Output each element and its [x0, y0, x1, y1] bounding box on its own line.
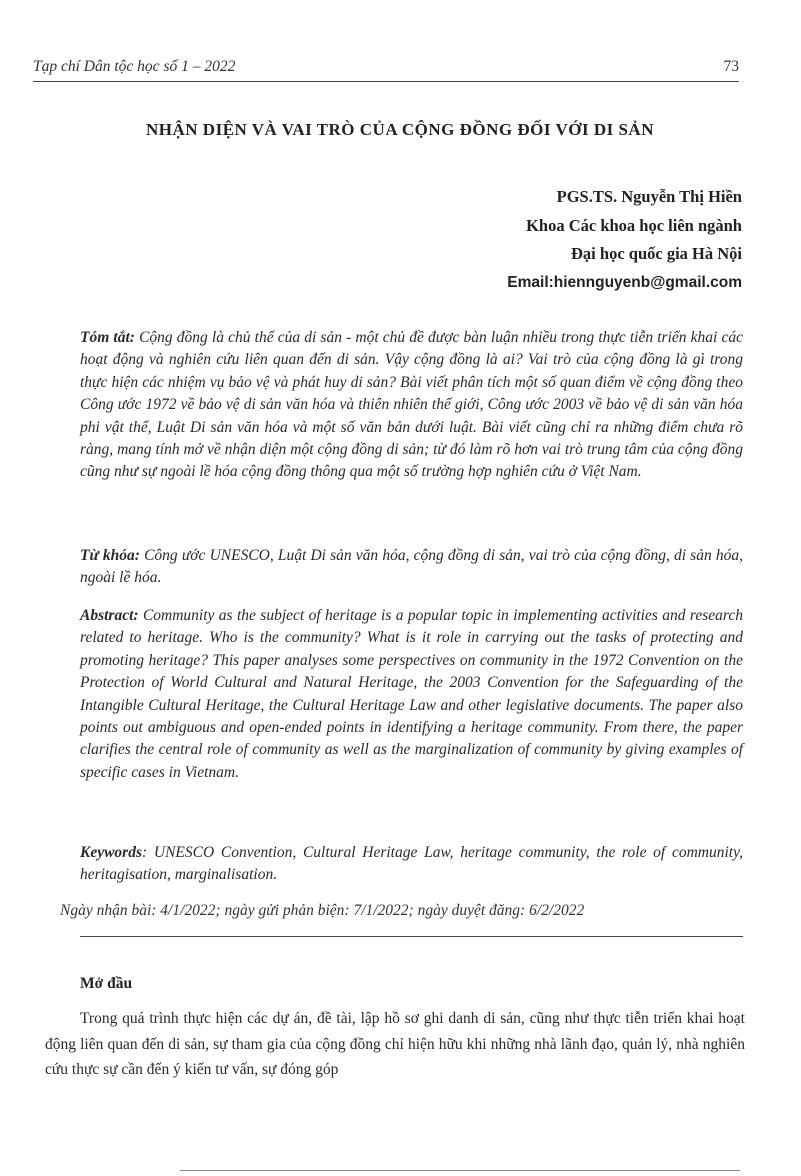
keywords-en-paragraph [80, 842, 743, 887]
section-divider [80, 936, 743, 937]
submission-dates: Ngày nhận bài: 4/1/2022; ngày gửi phản biện: 7/1/2022; ngày duyệt đăng: 6/2/2022 [60, 902, 585, 919]
abstract-text: Community as the subject of heritage is a popular topic in implementing activities and research related to heritage. Who is the community? What is it role in carrying out the tasks of protecting and promoting heritage? This paper analyses some perspectives on community in the 1972 Convention on the Protection of World Cultural and Natural Heritage, the 2003 Convention for the Safeguarding of the Intangible Cultural Heritage, the Cultural Heritage Law and other legislative documents. The paper also points out ambiguous and open-ended points in identifying a heritage community. From there, the paper clarifies the central role of community as well as the marginalization of community by giving examples of specific cases in Vietnam. [80, 607, 743, 781]
running-header [33, 58, 739, 82]
keywords-vn-paragraph [80, 545, 743, 590]
abstract-label: Abstract: [80, 607, 139, 624]
summary-text: Cộng đồng là chủ thể của di sản - một chủ đề được bàn luận nhiều trong thực tiễn triển khai các hoạt động và nghiên cứu liên quan đến di sản. Vậy cộng đồng là ai? Vai trò của cộng đồng là gì trong thực hiện các nhiệm vụ bảo vệ và phát huy di sản? Bài viết phân tích một số quan điểm về cộng đồng theo Công ước 1972 về bảo vệ di sản văn hóa và thiên nhiên thế giới, Công ước 2003 về bảo vệ di sản văn hóa phi vật thể, Luật Di sản văn hóa và một số văn bản dưới luật. Bài viết cũng chỉ ra những điểm chưa rõ ràng, mang tính mở về nhận diện một cộng đồng di sản; từ đó làm rõ hơn vai trò trung tâm của cộng đồng cũng như sự ngoài lề hóa cộng đồng thông qua một số trường hợp nghiên cứu ở Việt Nam. [80, 329, 743, 481]
bottom-edge-line [180, 1170, 740, 1171]
author-email: Email:hiennguyenb@gmail.com [507, 273, 742, 291]
section-heading: Mở đầu [80, 975, 133, 992]
keywords-en-text: : UNESCO Convention, Cultural Heritage Law, heritage community, the role of community, heritagisation, marginalisation. [80, 844, 743, 884]
author-affiliation-university: Đại học quốc gia Hà Nội [571, 244, 742, 263]
keywords-vn-label: Từ khóa: [80, 547, 140, 564]
author-affiliation-faculty: Khoa Các khoa học liên ngành [526, 215, 742, 235]
author-name: PGS.TS. Nguyễn Thị Hiền [556, 187, 742, 206]
page-number: 73 [723, 58, 739, 75]
header-rule [33, 81, 739, 82]
body-paragraph: Trong quá trình thực hiện các dự án, đề tài, lập hồ sơ ghi danh di sản, cũng như thực tiễn triển khai hoạt động liên quan đến di sản, sự tham gia của cộng đồng chỉ hiện hữu khi những nhà lãnh đạo, quản lý, nhà nghiên cứu thực sự cần đến ý kiến tư vấn, sự đóng góp [45, 1010, 745, 1078]
summary-label: Tóm tắt: [80, 329, 135, 346]
keywords-en-label: Keywords [80, 844, 142, 861]
abstract-paragraph [80, 605, 743, 784]
journal-name: Tạp chí Dân tộc học số 1 – 2022 [33, 58, 236, 75]
author-block [507, 183, 742, 297]
keywords-vn-text: Công ước UNESCO, Luật Di sản văn hóa, cộng đồng di sản, vai trò của cộng đồng, di sản hóa, ngoài lề hóa. [80, 547, 743, 587]
summary-paragraph [80, 327, 743, 484]
article-title: NHẬN DIỆN VÀ VAI TRÒ CỦA CỘNG ĐỒNG ĐỐI VỚI DI SẢN [146, 120, 654, 139]
